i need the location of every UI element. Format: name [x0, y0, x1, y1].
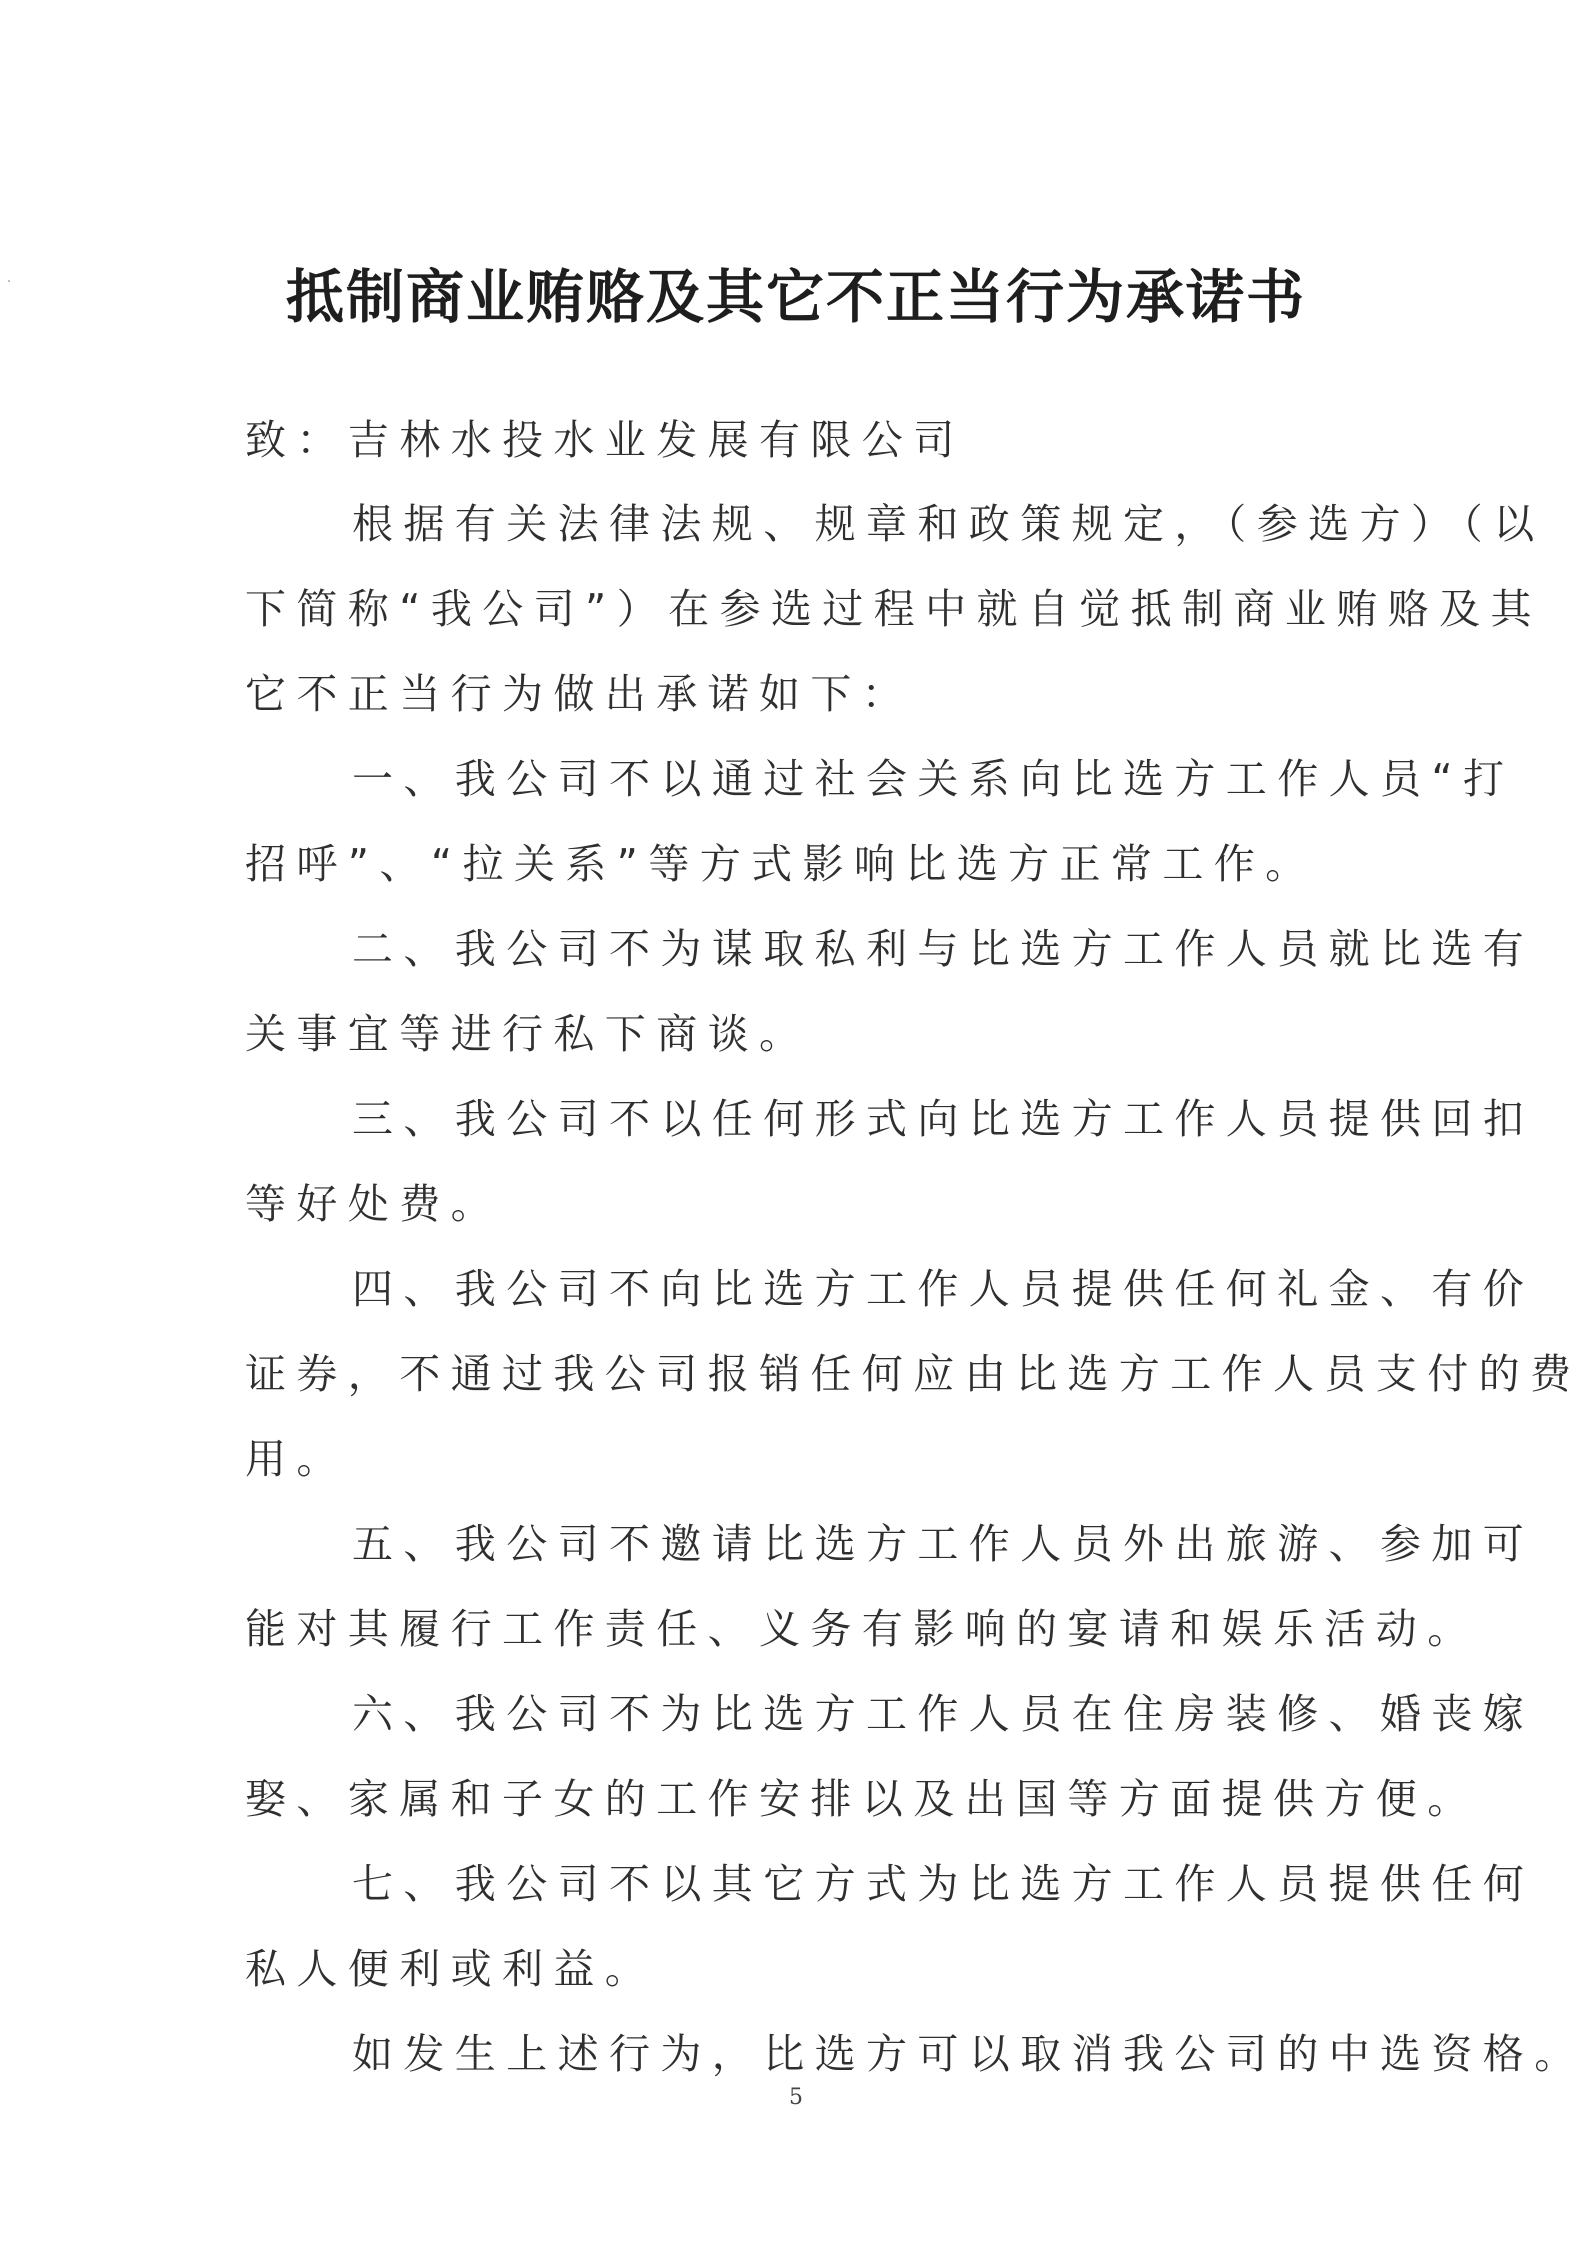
paragraph-intro-line-2: 下简称“我公司”）在参选过程中就自觉抵制商业贿赂及其: [245, 585, 1542, 633]
page-number: 5: [789, 2085, 803, 2110]
clause-6-line-1: 六、我公司不为比选方工作人员在住房装修、婚丧嫁: [352, 1690, 1535, 1738]
clause-4-line-1: 四、我公司不向比选方工作人员提供任何礼金、有价: [352, 1265, 1535, 1313]
clause-5-line-2: 能对其履行工作责任、义务有影响的宴请和娱乐活动。: [245, 1605, 1479, 1653]
clause-3-line-1: 三、我公司不以任何形式向比选方工作人员提供回扣: [352, 1095, 1535, 1143]
paragraph-intro-line-3: 它不正当行为做出承诺如下：: [245, 670, 914, 718]
document-title: 抵制商业贿赂及其它不正当行为承诺书: [285, 263, 1306, 331]
clause-7-line-2: 私人便利或利益。: [245, 1945, 657, 1993]
clause-1-line-1: 一、我公司不以通过社会关系向比选方工作人员“打: [352, 755, 1515, 803]
clause-2-line-1: 二、我公司不为谋取私利与比选方工作人员就比选有: [352, 925, 1535, 973]
addressee-line: 致：吉林水投水业发展有限公司: [245, 416, 965, 464]
clause-2-line-2: 关事宜等进行私下商谈。: [245, 1010, 811, 1058]
clause-4-line-2: 证券，不通过我公司报销任何应由比选方工作人员支付的费: [245, 1350, 1582, 1398]
clause-7-line-1: 七、我公司不以其它方式为比选方工作人员提供任何: [352, 1860, 1535, 1908]
paragraph-intro-line-1: 根据有关法律法规、规章和政策规定，（参选方）（以: [352, 500, 1545, 548]
clause-1-line-2: 招呼”、“拉关系”等方式影响比选方正常工作。: [245, 840, 1317, 888]
clause-6-line-2: 娶、家属和子女的工作安排以及出国等方面提供方便。: [245, 1775, 1479, 1823]
clause-5-line-1: 五、我公司不邀请比选方工作人员外出旅游、参加可: [352, 1520, 1535, 1568]
closing-line: 如发生上述行为，比选方可以取消我公司的中选资格。: [352, 2030, 1586, 2078]
clause-4-line-3: 用。: [245, 1435, 348, 1483]
clause-3-line-2: 等好处费。: [245, 1180, 502, 1228]
